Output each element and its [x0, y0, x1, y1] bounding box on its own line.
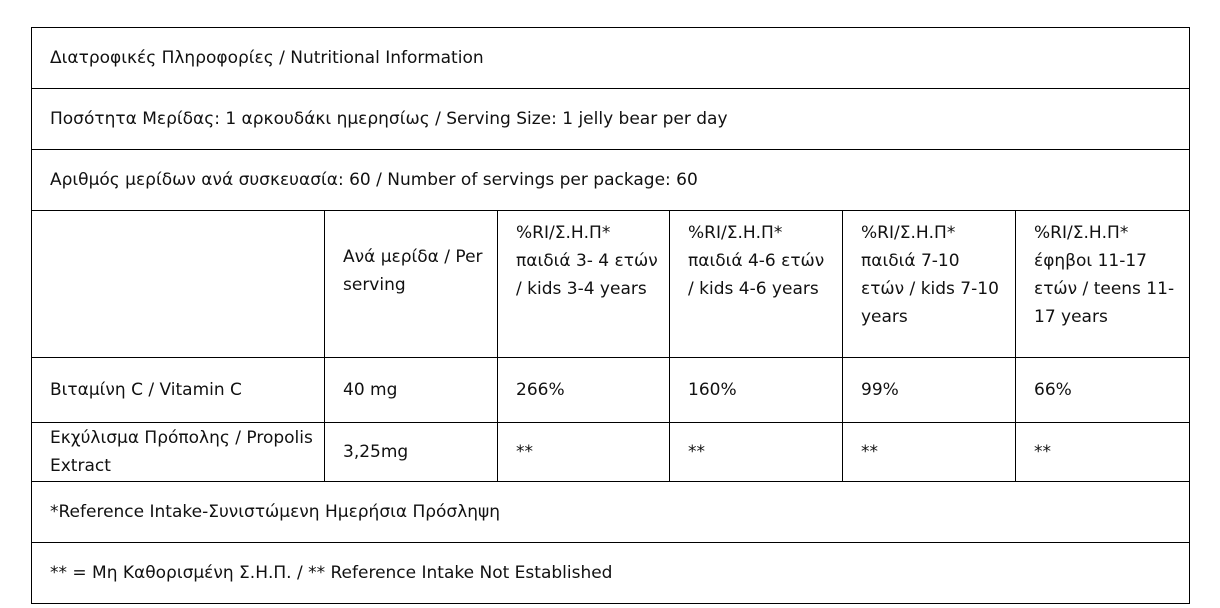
ri-kids-3-4-value: 266%: [498, 358, 670, 423]
footnote-not-established-row: [32, 543, 1190, 604]
ri-kids-4-6-value: 160%: [670, 358, 843, 423]
header-ri-kids-3-4: %RI/Σ.Η.Π* παιδιά 3- 4 ετών / kids 3-4 years: [498, 211, 670, 358]
ri-kids-4-6-value: **: [670, 423, 843, 482]
table-row: [32, 423, 1190, 482]
footnote-ri-row: [32, 482, 1190, 543]
title-row: [32, 28, 1190, 89]
ri-kids-7-10-value: **: [843, 423, 1016, 482]
header-blank-cell: [32, 211, 325, 358]
serving-size-row: [32, 89, 1190, 150]
footnote-not-established: ** = Μη Καθορισμένη Σ.Η.Π. / ** Reference Intake Not Established: [32, 543, 1190, 604]
nutrient-name: Βιταμίνη C / Vitamin C: [32, 358, 325, 423]
servings-per-package: Αριθμός μερίδων ανά συσκευασία: 60 / Number of servings per package: 60: [32, 150, 1190, 211]
nutrient-name: Εκχύλισμα Πρόπολης / Propolis Extract: [32, 423, 325, 482]
footnote-reference-intake: *Reference Intake-Συνιστώμενη Ημερήσια Πρόσληψη: [32, 482, 1190, 543]
servings-per-package-row: [32, 150, 1190, 211]
header-ri-teens-11-17: %RI/Σ.Η.Π* έφηβοι 11-17 ετών / teens 11-17 years: [1016, 211, 1190, 358]
nutrition-table: [31, 27, 1190, 604]
header-per-serving: Ανά μερίδα / Per serving: [325, 211, 498, 358]
ri-kids-3-4-value: **: [498, 423, 670, 482]
ri-kids-7-10-value: 99%: [843, 358, 1016, 423]
table-title: Διατροφικές Πληροφορίες / Nutritional Information: [32, 28, 1190, 89]
serving-size: Ποσότητα Μερίδας: 1 αρκουδάκι ημερησίως / Serving Size: 1 jelly bear per day: [32, 89, 1190, 150]
ri-teens-11-17-value: **: [1016, 423, 1190, 482]
per-serving-value: 40 mg: [325, 358, 498, 423]
header-ri-kids-4-6: %RI/Σ.Η.Π* παιδιά 4-6 ετών / kids 4-6 years: [670, 211, 843, 358]
column-header-row: [32, 211, 1190, 358]
ri-teens-11-17-value: 66%: [1016, 358, 1190, 423]
per-serving-value: 3,25mg: [325, 423, 498, 482]
header-ri-kids-7-10: %RI/Σ.Η.Π* παιδιά 7-10 ετών / kids 7-10 years: [843, 211, 1016, 358]
table-row: [32, 358, 1190, 423]
